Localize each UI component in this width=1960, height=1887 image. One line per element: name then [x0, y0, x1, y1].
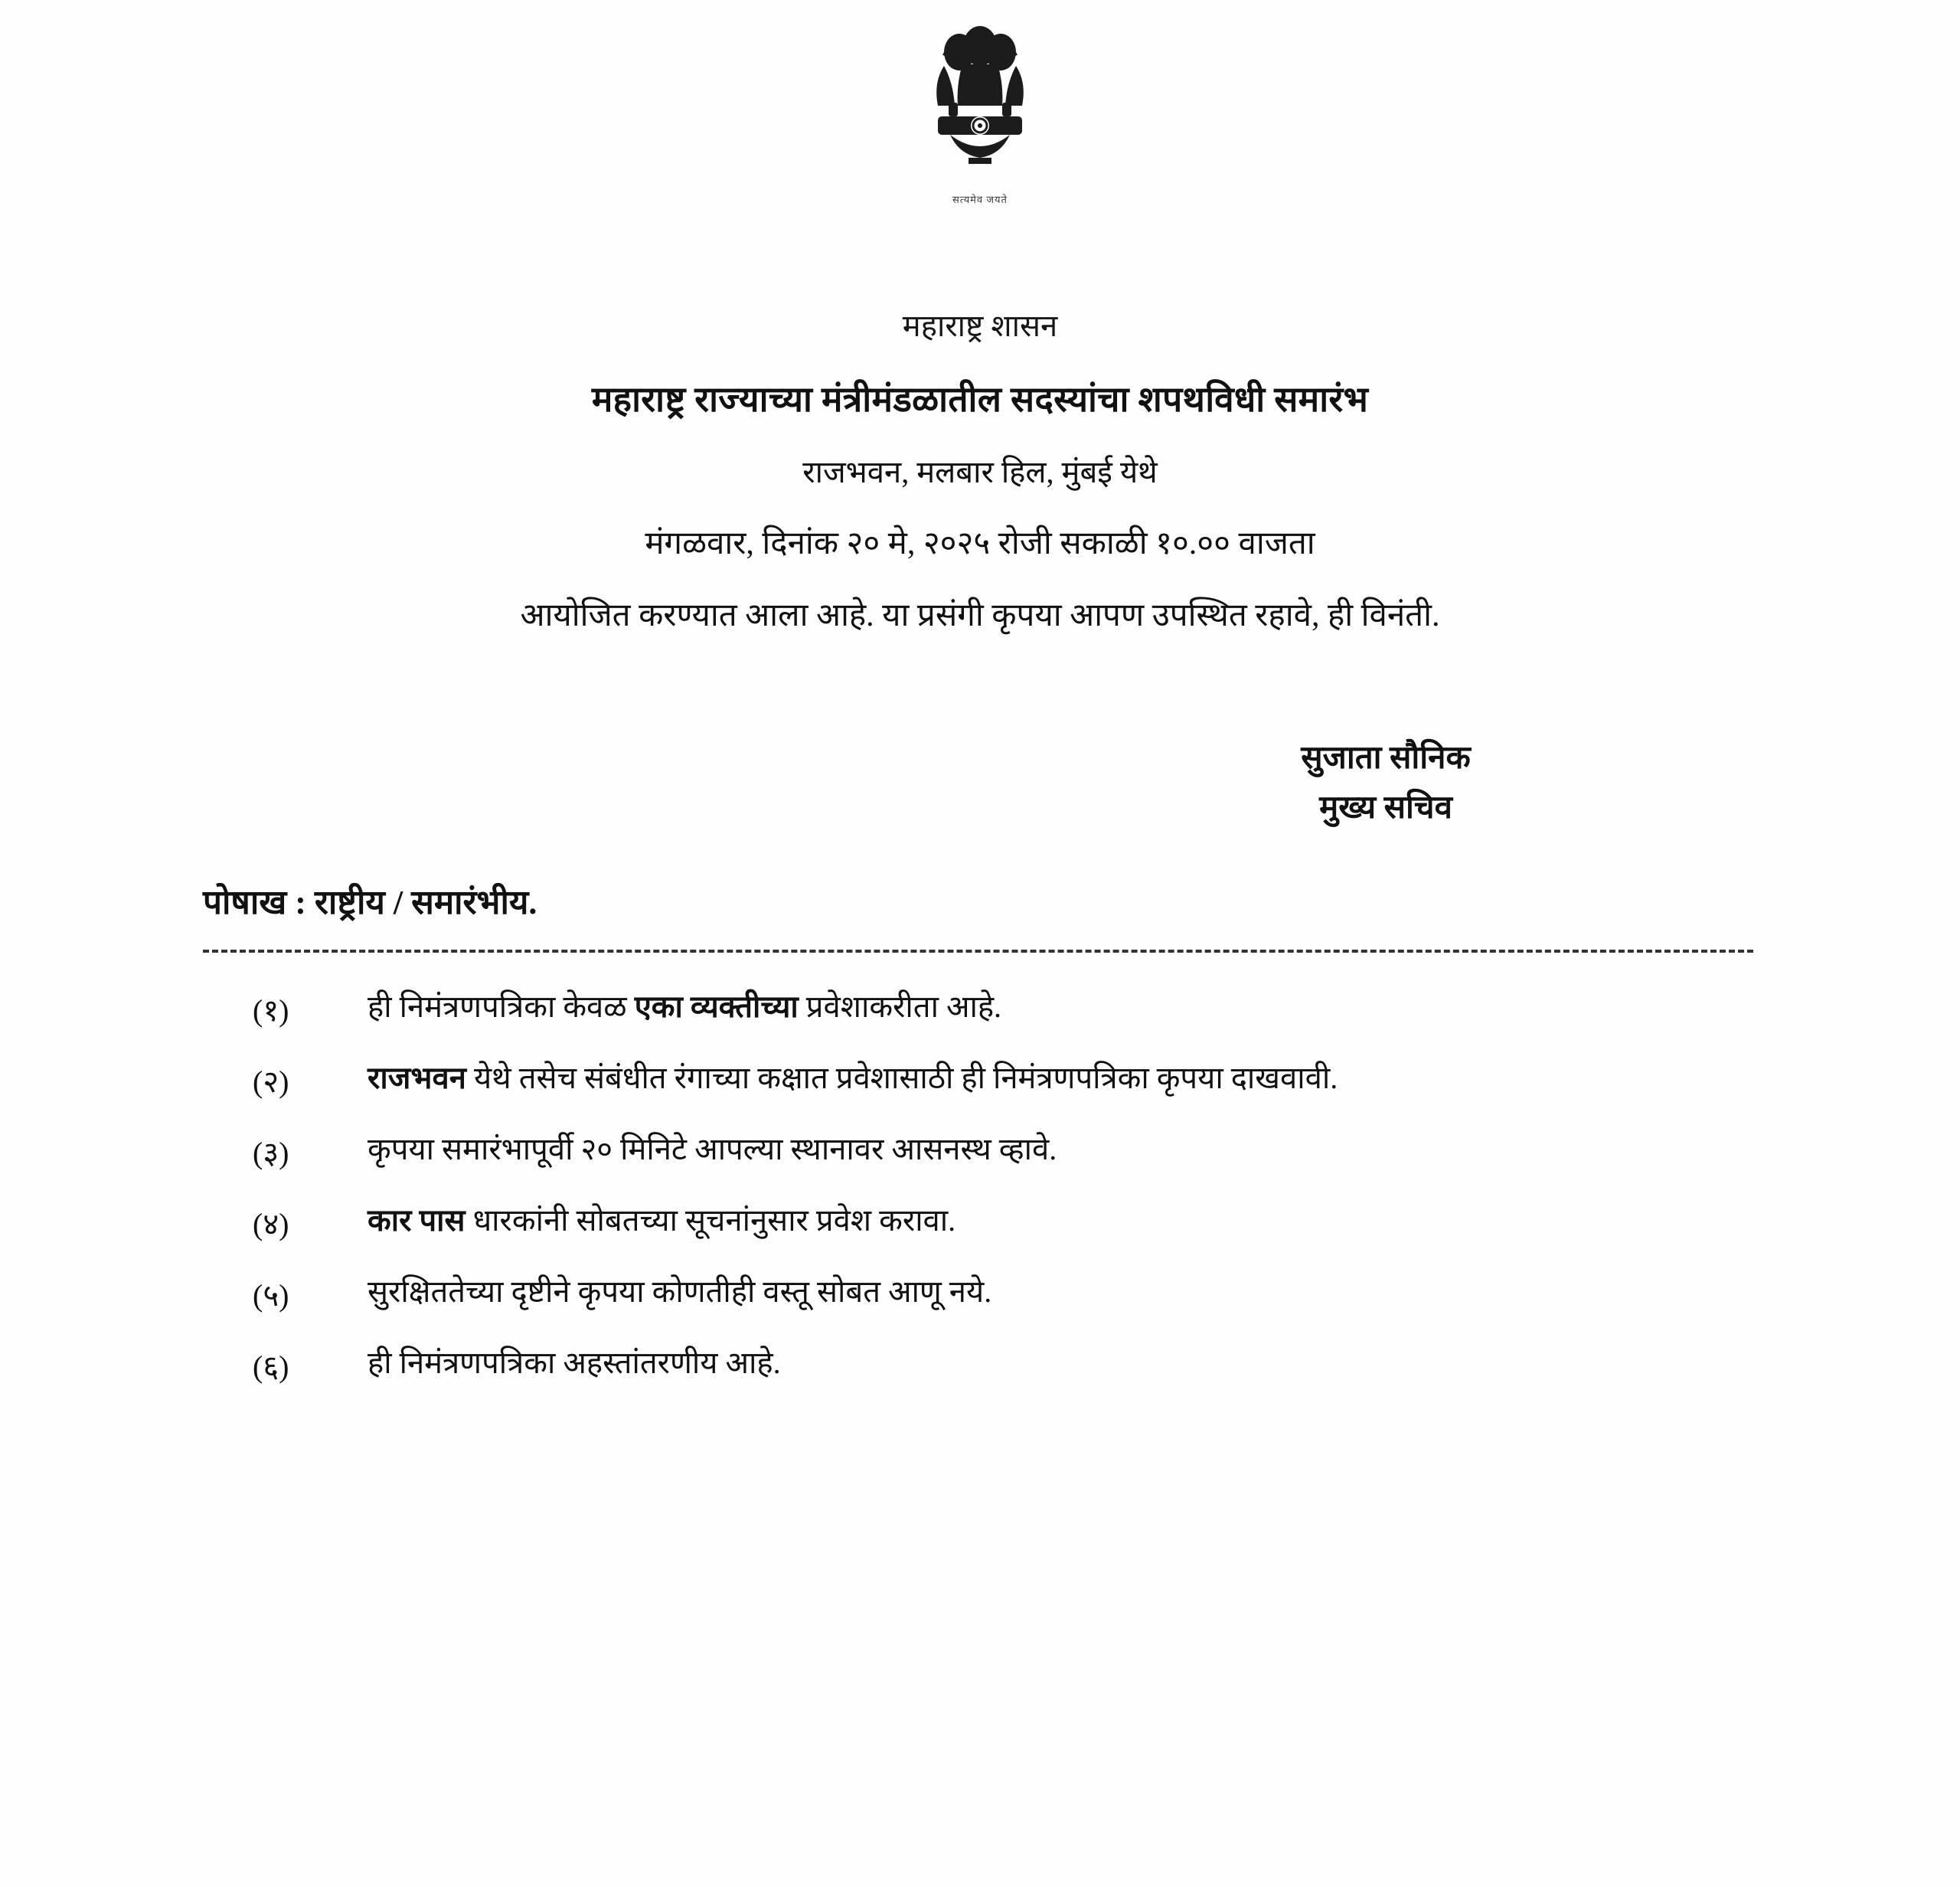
instructions-list	[0, 986, 1960, 1386]
dashed-divider	[0, 950, 1960, 953]
event-datetime: मंगळवार, दिनांक २० मे, २०२५ रोजी सकाळी १०.०० वाजता	[645, 526, 1315, 562]
event-venue: राजभवन, मलबार हिल, मुंबई येथे	[802, 455, 1158, 490]
government-name: महाराष्ट्र शासन	[902, 309, 1058, 343]
list-item-number: (४)	[253, 1207, 289, 1242]
event-request: आयोजित करण्यात आला आहे. या प्रसंगी कृपया आपण उपस्थित रहावे, ही विनंती.	[520, 598, 1440, 634]
list-item	[253, 1342, 1868, 1386]
list-item-text: कृपया समारंभापूर्वी २० मिनिटे आपल्या स्थानावर आसनस्थ व्हावे.	[368, 1132, 1057, 1167]
event-title: महाराष्ट्र राज्याच्या मंत्रीमंडळातील सदस्यांचा शपथविधी समारंभ	[591, 379, 1369, 419]
list-item-text: सुरक्षिततेच्या दृष्टीने कृपया कोणतीही वस्तू सोबत आणू नये.	[368, 1274, 992, 1310]
list-item-text: ही निमंत्रणपत्रिका केवळ एका व्यक्तीच्या प्रवेशाकरीता आहे.	[368, 989, 1002, 1025]
list-item-number: (१)	[253, 993, 289, 1029]
list-item-text: राजभवन येथे तसेच संबंधीत रंगाच्या कक्षात प्रवेशासाठी ही निमंत्रणपत्रिका कृपया दाखवावी.	[368, 1061, 1338, 1096]
list-item	[253, 1058, 1868, 1101]
signatory-designation: मुख्य सचिव	[1319, 790, 1452, 826]
list-item-number: (५)	[253, 1278, 289, 1313]
emblem-container	[0, 0, 1960, 210]
list-item	[253, 1129, 1868, 1172]
list-item	[253, 1271, 1868, 1315]
list-item-text: कार पास धारकांनी सोबतच्या सूचनांनुसार प्रवेश करावा.	[368, 1203, 956, 1238]
list-item-text: ही निमंत्रणपत्रिका अहस्तांतरणीय आहे.	[368, 1346, 781, 1381]
india-state-emblem-icon	[915, 26, 1045, 210]
list-item	[253, 1200, 1868, 1244]
signature-block	[0, 734, 1960, 833]
list-item	[253, 986, 1868, 1030]
list-item-number: (२)	[253, 1065, 289, 1100]
signatory-name: सुजाता सौनिक	[1301, 741, 1471, 777]
list-item-number: (६)	[253, 1349, 289, 1385]
list-item-number: (३)	[253, 1136, 289, 1171]
dress-code: पोषाख : राष्ट्रीय / समारंभीय.	[203, 884, 537, 922]
emblem-motto: सत्यमेव जयते	[952, 194, 1008, 205]
header-block	[0, 302, 1960, 642]
